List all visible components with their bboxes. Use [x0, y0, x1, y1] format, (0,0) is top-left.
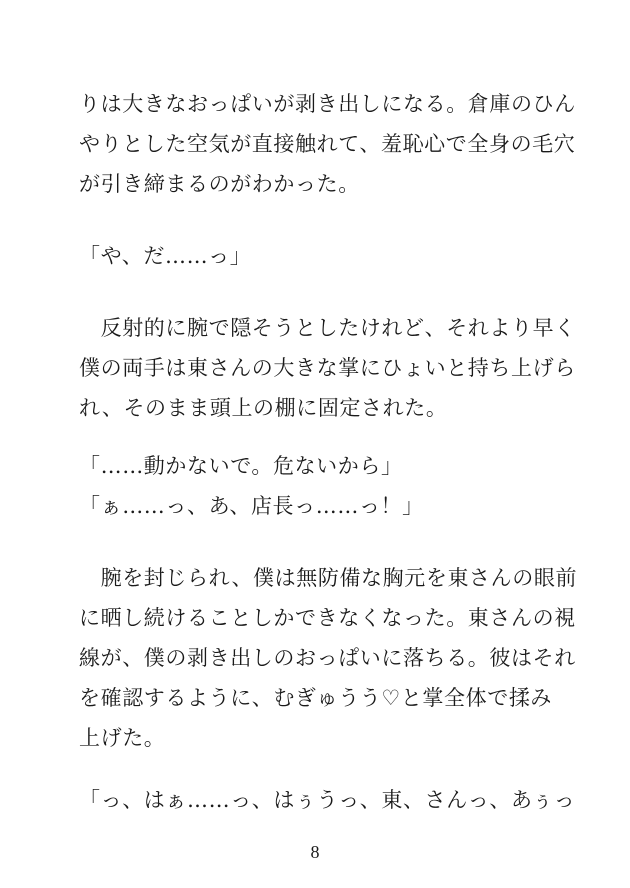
text-line: れ、そのまま頭上の棚に固定された。	[79, 396, 448, 420]
text-line: が引き締まるのがわかった。	[79, 172, 360, 196]
page-number: 8	[310, 842, 320, 862]
text-line: 線が、僕の剥き出しのおっぱいに落ちる。彼はそれ	[79, 646, 576, 670]
text-line: に晒し続けることしかできなくなった。東さんの視	[79, 606, 576, 630]
dialogue-line: 「っ、はぁ……っ、はぅうっ、東、さんっ、あぅっ	[79, 788, 576, 812]
text-line: りは大きなおっぱいが剥き出しになる。倉庫のひん	[79, 92, 576, 116]
dialogue-line: 「や、だ……っ」	[79, 244, 252, 268]
text-line: やりとした空気が直接触れて、羞恥心で全身の毛穴	[79, 132, 576, 156]
text-line: 反射的に腕で隠そうとしたけれど、それより早く	[79, 316, 576, 340]
text-line: を確認するように、むぎゅうう♡と掌全体で揉み	[79, 686, 553, 710]
text-line: 腕を封じられ、僕は無防備な胸元を東さんの眼前	[79, 566, 578, 590]
dialogue-line: 「……動かないで。危ないから」	[79, 454, 403, 478]
dialogue-line: 「ぁ……っ、あ、店長っ……っ！」	[79, 494, 424, 518]
text-line: 上げた。	[79, 726, 166, 750]
text-line: 僕の両手は東さんの大きな掌にひょいと持ち上げら	[79, 356, 576, 380]
